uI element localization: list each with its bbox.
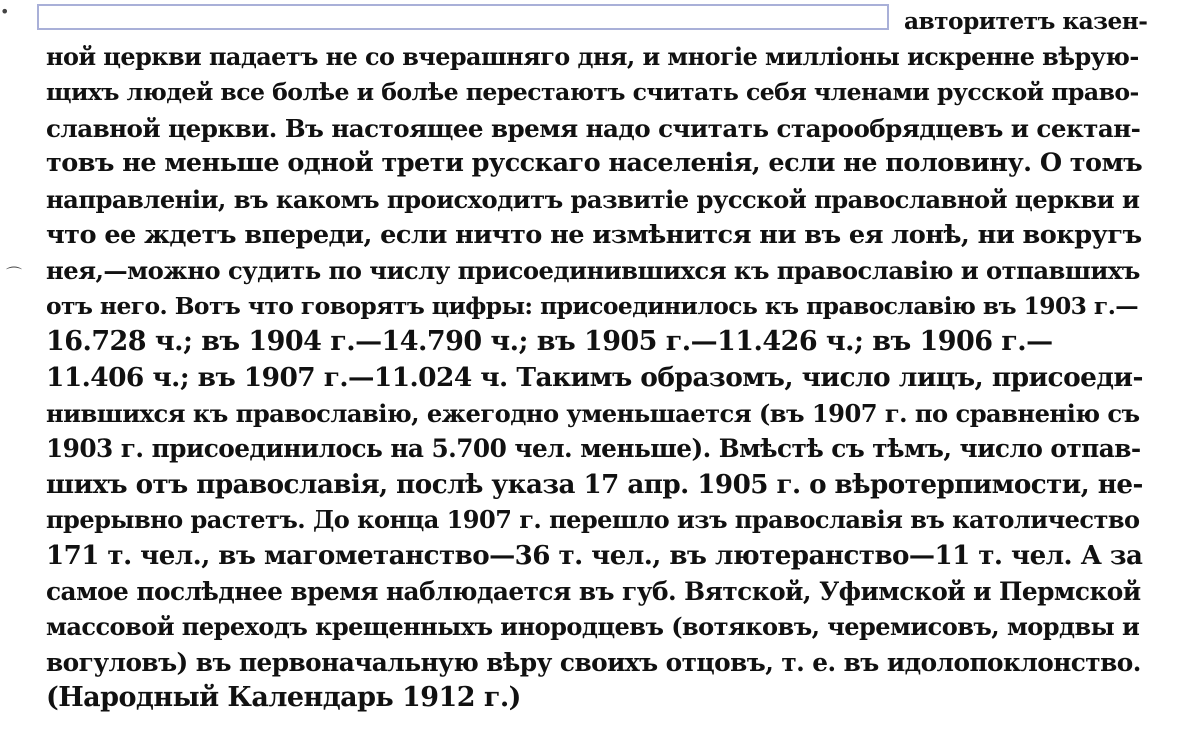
margin-mark-top: • <box>0 2 10 21</box>
text-line: товъ не меньше одной трети русскаго населенія, если не половину. О томъ <box>46 148 1143 179</box>
text-line: авторитетъ казен- <box>904 8 1148 35</box>
margin-mark-left: ⌒ <box>6 265 23 284</box>
text-line: шихъ отъ православія, послѣ указа 17 апр. 1905 г. о вѣротерпимости, не- <box>46 468 1143 500</box>
text-line: нившихся къ православію, ежегодно уменьшается (въ 1907 г. по сравненію съ <box>46 398 1140 428</box>
paragraph <box>46 4 1150 716</box>
text-line: прерывно растетъ. До конца 1907 г. перешло изъ православія въ католичество <box>46 505 1140 535</box>
text-line: самое послѣднее время наблюдается въ губ. Вятской, Уфимской и Пермской <box>46 576 1141 606</box>
text-line: массовой переходъ крещенныхъ инородцевъ (вотяковъ, черемисовъ, мордвы и <box>46 612 1140 642</box>
text-line: что ее ждетъ впереди, если ничто не измѣнится ни въ ея лонѣ, ни вокругъ <box>46 219 1142 250</box>
text-line: 1903 г. присоединилось на 5.700 чел. меньше). Вмѣстѣ съ тѣмъ, число отпав- <box>46 434 1141 464</box>
text-line: 171 т. чел., въ магометанство—36 т. чел., въ лютеранство—11 т. чел. А за <box>46 539 1143 571</box>
text-line: ной церкви падаетъ не со вчерашняго дня, и многіе милліоны искренне вѣрую- <box>46 42 1139 71</box>
text-line: вогуловъ) въ первоначальную вѣру своихъ отцовъ, т. е. въ идолопоклонство. <box>46 647 1141 677</box>
text-line: 16.728 ч.; въ 1904 г.—14.790 ч.; въ 1905 г.—11.426 ч.; въ 1906 г.— <box>46 326 1053 358</box>
text-line: направленіи, въ какомъ происходитъ развитіе русской православной церкви и <box>46 184 1140 214</box>
text-line: нея,—можно судить по числу присоединившихся къ православію и отпавшихъ <box>46 256 1140 286</box>
citation-line: (Народный Календарь 1912 г.) <box>46 682 521 714</box>
text-line: славной церкви. Въ настоящее время надо считать старообрядцевъ и сектан- <box>46 113 1141 143</box>
text-line: отъ него. Вотъ что говорятъ цифры: присоединилось къ православію въ 1903 г.— <box>46 291 1139 320</box>
text-line: 11.406 ч.; въ 1907 г.—11.024 ч. Такимъ образомъ, число лицъ, присоеди- <box>46 361 1143 393</box>
text-line: щихъ людей все болѣе и болѣе перестаютъ считать себя членами русской право- <box>46 78 1139 107</box>
